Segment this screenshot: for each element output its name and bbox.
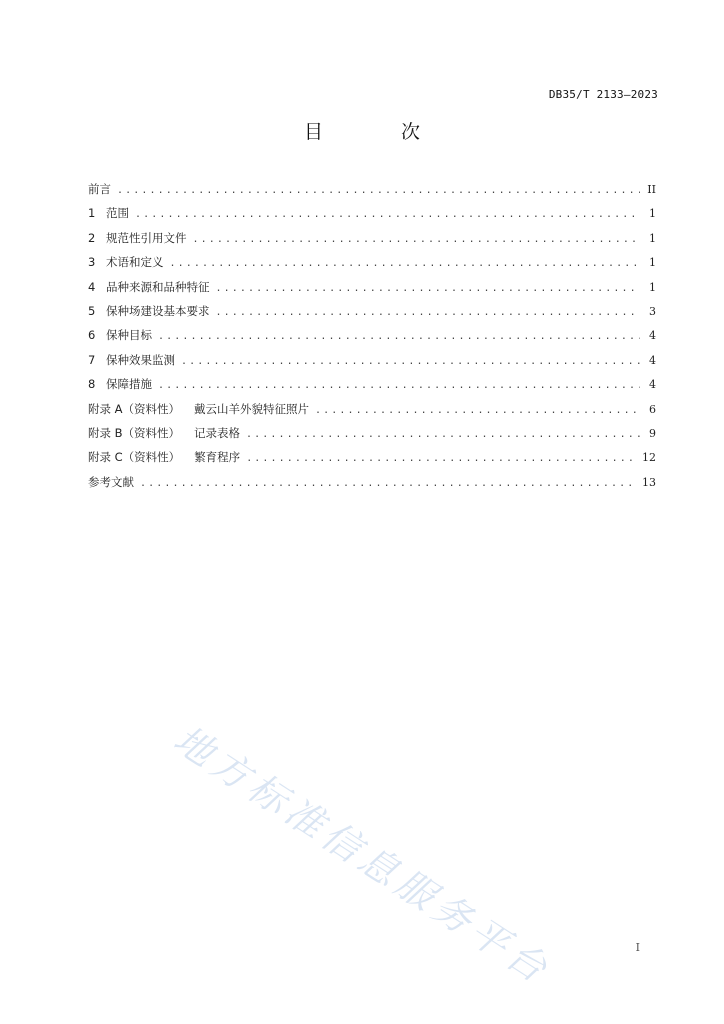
toc-entry-label: 前言 bbox=[88, 182, 111, 196]
toc-appendix-title: 戴云山羊外貌特征照片 bbox=[194, 401, 310, 416]
toc-appendix-label: 附录 B（资料性） bbox=[88, 425, 181, 440]
toc-entry-5[interactable] bbox=[88, 303, 656, 327]
toc-leader-dots bbox=[216, 283, 641, 294]
toc-entry-number: 1 bbox=[88, 206, 96, 221]
toc-entry-page: 12 bbox=[642, 451, 656, 465]
toc-entry-page: 3 bbox=[649, 304, 656, 318]
toc-entry-label: 保种场建设基本要求 bbox=[106, 303, 210, 318]
toc-leader-dots bbox=[135, 209, 640, 220]
toc-entry-page: 6 bbox=[649, 402, 656, 416]
page-title: 目 次 bbox=[303, 121, 457, 143]
toc-entry-page: 1 bbox=[649, 207, 656, 221]
toc-entry-label: 保障措施 bbox=[106, 377, 152, 392]
toc-entry-number: 5 bbox=[88, 303, 96, 318]
toc-leader-dots bbox=[193, 234, 641, 245]
toc-entry-6[interactable] bbox=[88, 327, 656, 351]
watermark-text: 地方标准信息服务平台 bbox=[166, 716, 560, 994]
toc-entry-number: 4 bbox=[88, 279, 96, 294]
toc-entry-number: 2 bbox=[88, 230, 96, 245]
toc-appendix-title: 繁育程序 bbox=[194, 450, 241, 465]
toc-appendix-label: 附录 A（资料性） bbox=[88, 401, 181, 416]
toc-leader-dots bbox=[170, 258, 641, 269]
toc-entry-page: 4 bbox=[649, 329, 656, 343]
toc-leader-dots bbox=[158, 380, 640, 391]
toc-entry-page: 1 bbox=[649, 231, 656, 245]
toc-entry-page: 4 bbox=[649, 378, 656, 392]
toc-leader-dots bbox=[117, 185, 640, 196]
toc-entry-label: 术语和定义 bbox=[106, 255, 164, 270]
toc-list bbox=[88, 181, 656, 498]
toc-leader-dots bbox=[216, 307, 641, 318]
toc-entry-4[interactable] bbox=[88, 279, 656, 303]
toc-entry-page: 1 bbox=[649, 280, 656, 294]
document-code: DB35/T 2133—2023 bbox=[548, 88, 658, 101]
toc-entry-label: 规范性引用文件 bbox=[106, 230, 187, 245]
toc-entry-7[interactable] bbox=[88, 352, 656, 376]
toc-appendix-title: 记录表格 bbox=[194, 425, 241, 440]
toc-leader-dots bbox=[315, 405, 640, 416]
toc-entry-page: 1 bbox=[649, 256, 656, 270]
toc-entry-page: 9 bbox=[649, 426, 656, 440]
toc-entry-label: 保种目标 bbox=[106, 328, 152, 343]
toc-entry-label: 品种来源和品种特征 bbox=[106, 279, 210, 294]
toc-entry-references[interactable] bbox=[88, 474, 656, 498]
toc-entry-1[interactable] bbox=[88, 205, 656, 229]
toc-entry-2[interactable] bbox=[88, 230, 656, 254]
toc-entry-page: II bbox=[647, 183, 656, 196]
toc-entry-label: 保种效果监测 bbox=[106, 352, 175, 367]
toc-entry-number: 7 bbox=[88, 352, 96, 367]
toc-leader-dots bbox=[158, 331, 640, 342]
toc-entry-appendix-c[interactable] bbox=[88, 449, 656, 473]
toc-entry-8[interactable] bbox=[88, 376, 656, 400]
toc-leader-dots bbox=[140, 478, 636, 489]
toc-entry-label: 范围 bbox=[106, 206, 129, 221]
toc-entry-number: 3 bbox=[88, 255, 96, 270]
toc-entry-3[interactable] bbox=[88, 254, 656, 278]
toc-appendix-label: 附录 C（资料性） bbox=[88, 450, 181, 465]
toc-entry-page: 13 bbox=[642, 475, 656, 489]
toc-leader-dots bbox=[246, 429, 640, 440]
toc-entry-number: 6 bbox=[88, 328, 96, 343]
toc-entry-label: 参考文献 bbox=[88, 474, 134, 489]
toc-entry-appendix-a[interactable] bbox=[88, 401, 656, 425]
toc-entry-appendix-b[interactable] bbox=[88, 425, 656, 449]
page-number: I bbox=[635, 941, 640, 954]
toc-entry-number: 8 bbox=[88, 377, 96, 392]
toc-entry-page: 4 bbox=[649, 353, 656, 367]
toc-entry-foreword[interactable] bbox=[88, 181, 656, 205]
toc-leader-dots bbox=[181, 356, 640, 367]
toc-leader-dots bbox=[246, 453, 636, 464]
